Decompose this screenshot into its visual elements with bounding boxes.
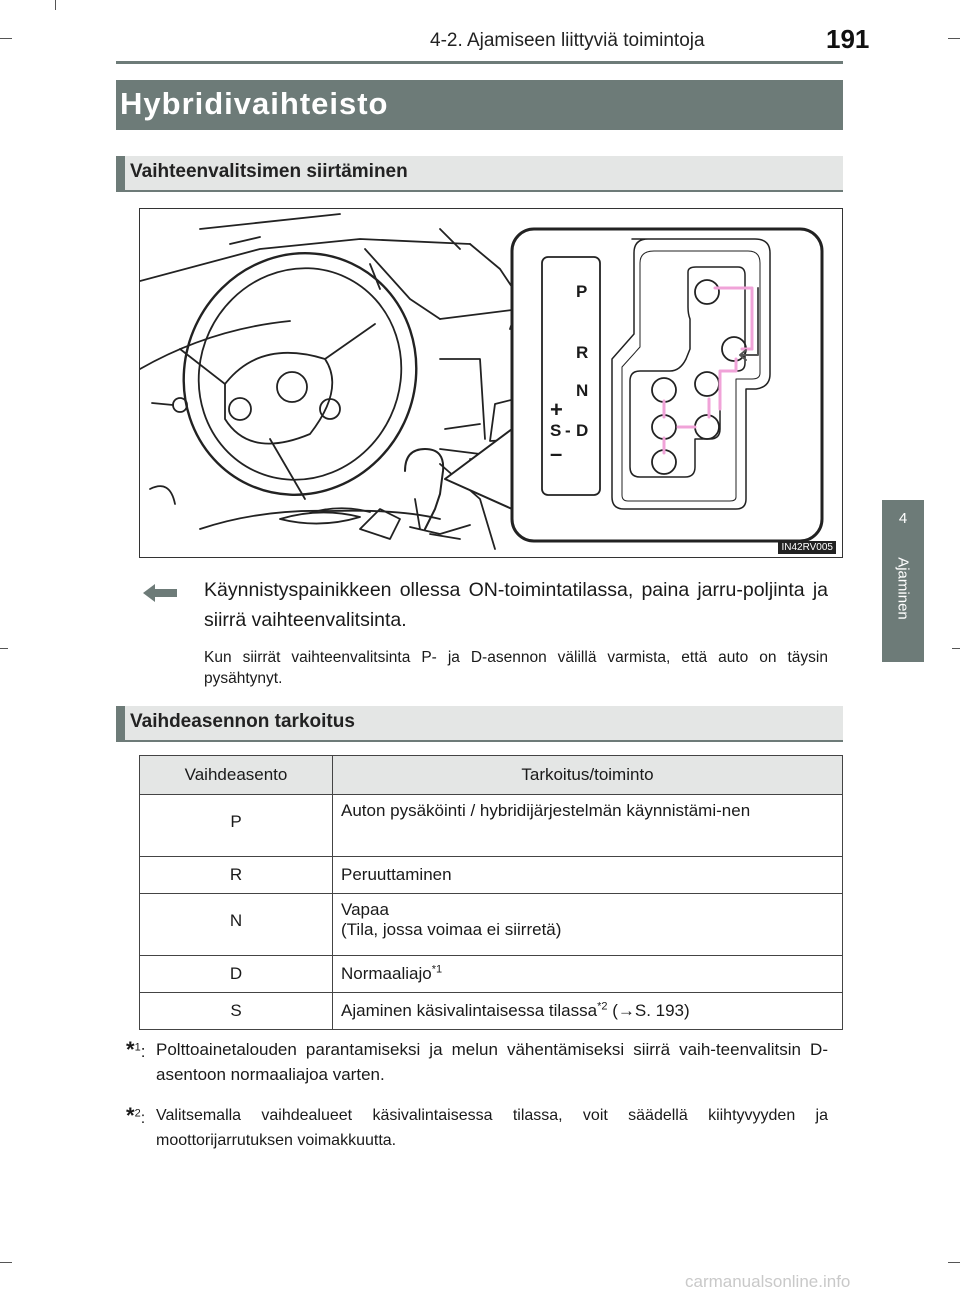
footnote-mark: *$^1$:	[126, 1037, 146, 1062]
crop-mark	[0, 38, 12, 39]
footnote-index: 2	[134, 1107, 141, 1120]
crop-mark	[0, 1262, 12, 1263]
gate-label-s: S	[550, 421, 562, 440]
section-heading-text: Vaihteenvalitsimen siirtäminen	[130, 161, 408, 182]
function-line: Vapaa	[341, 900, 389, 919]
watermark: carmanualsonline.info	[685, 1272, 851, 1291]
crop-mark	[952, 648, 960, 649]
footnote-1	[126, 1037, 828, 1087]
shift-lever-figure	[139, 208, 843, 558]
gate-label-dash: -	[565, 421, 571, 440]
gate-label-minus: –	[550, 441, 563, 466]
table-row	[140, 956, 843, 993]
table-row	[140, 857, 843, 894]
figure-code: IN42RV005	[778, 541, 836, 554]
gate-label-d: D	[576, 421, 589, 440]
cell-function	[333, 894, 843, 956]
cell-position: R	[140, 857, 333, 894]
footnote-ref: *2	[597, 1000, 608, 1013]
footnote-text: Valitsemalla vaihdealueet käsivalintaisessa tilassa, voit säädellä kiihtyvyyden ja moottorijarrutuksen voimakkuutta.	[156, 1107, 828, 1149]
chapter-number: 4	[898, 510, 908, 527]
cockpit-illustration	[140, 209, 843, 558]
instruction-text: Käynnistyspainikkeen ollessa ON-toimintatilassa, paina jarru-poljinta ja siirrä vaihteenvalitsinta.	[204, 579, 828, 631]
gate-label-n: N	[576, 381, 589, 400]
cell-function: Auton pysäköinti / hybridijärjestelmän käynnistämi-nen	[333, 795, 843, 857]
heading-rule	[116, 740, 843, 742]
cell-position: D	[140, 956, 333, 993]
section-heading-purpose	[116, 706, 843, 740]
running-header: 4-2. Ajamiseen liittyviä toimintoja	[430, 30, 705, 51]
footnote-2	[126, 1103, 828, 1153]
table-row	[140, 993, 843, 1030]
section-heading-text: Vaihdeasennon tarkoitus	[130, 711, 355, 732]
chapter-label: Ajaminen	[894, 557, 912, 620]
gate-label-plus: +	[550, 397, 563, 422]
crop-mark	[948, 38, 960, 39]
caution-note: Kun siirrät vaihteenvalitsinta P- ja D-asennon välillä varmista, että auto on täysin pysähtynyt.	[204, 649, 828, 687]
column-header-position: Vaihdeasento	[140, 756, 333, 795]
arrow-left-icon	[143, 582, 177, 604]
section-heading-shifting	[116, 156, 843, 190]
page-reference: (→S. 193)	[612, 1001, 690, 1020]
cell-position: S	[140, 993, 333, 1030]
table-header-row	[140, 756, 843, 795]
page-title: Hybridivaihteisto	[120, 86, 389, 121]
cell-function: Peruuttaminen	[333, 857, 843, 894]
footnote-star: *	[126, 1103, 135, 1128]
header-rule	[116, 61, 843, 64]
crop-mark	[0, 648, 8, 649]
cell-position: N	[140, 894, 333, 956]
heading-bar	[116, 706, 125, 740]
footnote-ref: *1	[431, 963, 443, 976]
footnote-index: 1	[134, 1041, 141, 1054]
gate-label-p: P	[576, 282, 588, 301]
page-number: 191	[826, 24, 870, 54]
crop-mark	[948, 1262, 960, 1263]
table-row	[140, 894, 843, 956]
heading-bar	[116, 156, 125, 190]
cell-function	[333, 993, 843, 1030]
gate-label-r: R	[576, 343, 589, 362]
function-text: Ajaminen käsivalintaisessa tilassa	[341, 1001, 598, 1020]
heading-rule	[116, 190, 843, 192]
gear-position-table	[139, 755, 843, 1030]
table-row	[140, 795, 843, 857]
column-header-function: Tarkoitus/toiminto	[333, 756, 843, 795]
crop-mark	[55, 0, 56, 10]
cell-function	[333, 956, 843, 993]
cell-position: P	[140, 795, 333, 857]
function-line: (Tila, jossa voimaa ei siirretä)	[341, 920, 562, 939]
footnote-text: Polttoainetalouden parantamiseksi ja melun vähentämiseksi siirrä vaih-teenvalitsin D-asentoon normaaliajoa varten.	[156, 1040, 828, 1084]
function-text: Normaaliajo	[341, 964, 432, 983]
footnote-star: *	[126, 1037, 135, 1062]
footnote-mark: *$^2$:	[126, 1103, 146, 1128]
